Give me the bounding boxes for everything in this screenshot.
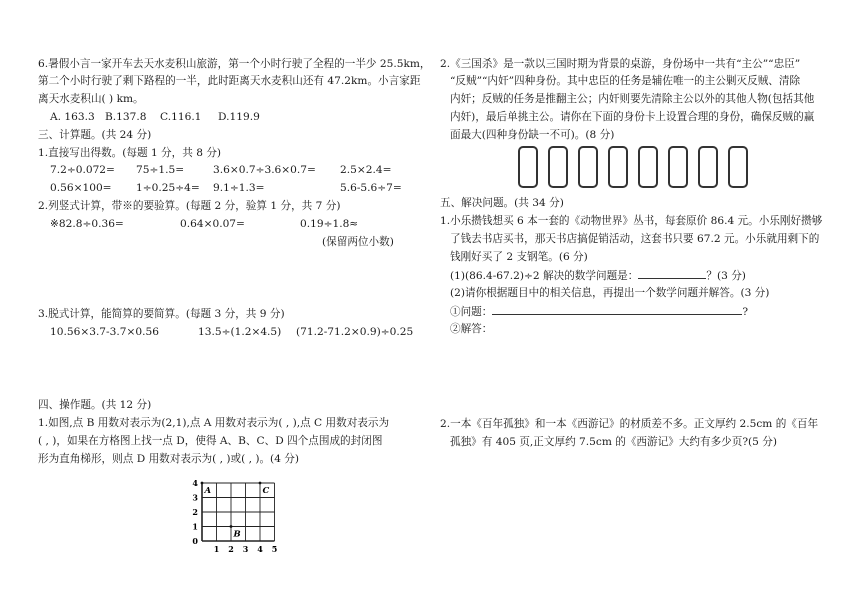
grid-point-a [201,482,204,485]
calc-q3-item: (71.2-71.2×0.9)÷0.25 [296,326,414,338]
grid-points [201,482,270,540]
q6-option-d: D.119.9 [218,111,260,123]
x-tick-label: 4 [257,544,263,554]
question-suffix: ? [742,306,749,318]
identity-card[interactable] [608,146,628,188]
q6-option-b: B.137.8 [105,111,147,123]
calc-q1-item: 0.56×100= [50,182,112,194]
calc-q1-item: 75÷1.5= [136,164,185,176]
q6-option-c: C.116.1 [160,111,202,123]
sanguo-line3: 内奸；反贼的任务是推翻主公；内奸则要先清除主公以外的其他人物(包括其他 [450,93,815,105]
calc-q2-item: ※82.8÷0.36= [50,218,124,230]
solve-q1-line3: 钱刚好买了 2 支钢笔。(6 分) [450,251,588,263]
identity-card[interactable] [728,146,748,188]
question-blank[interactable] [492,303,742,315]
x-tick-label: 1 [213,544,220,554]
y-tick-label: 4 [192,478,198,488]
section-3-title: 三、计算题。(共 24 分) [38,129,152,141]
solve-q1-sub1 [450,267,746,284]
solve-q1-sub2: (2)请你根据题目中的相关信息，再提出一个数学问题并解答。(3 分) [450,287,770,299]
solve-q1-line2: 了钱去书店买书，那天书店搞促销活动，这套书只要 67.2 元。小乐就用剩下的 [450,233,820,245]
op-q1-line3: 形为直角梯形，则点 D 用数对表示为( , )或( , )。(4 分) [38,453,300,465]
section-5-title: 五、解决问题。(共 34 分) [440,197,564,209]
y-tick-label: 3 [192,492,198,503]
y-tick-label: 0 [192,536,198,546]
calc-q2-item: 0.64×0.07= [180,218,245,230]
calc-q3-item: 10.56×3.7-3.7×0.56 [50,326,159,338]
q6-option-a: A. 163.3 [50,111,95,123]
answer-blank[interactable] [638,267,706,279]
identity-card[interactable] [578,146,598,188]
solve-q1-question [450,303,748,320]
question-label: ①问题： [450,306,493,318]
sub1-prefix: (1)(86.4-67.2)÷2 解决的数学问题是： [450,270,639,282]
op-q1-line1: 1.如图,点 B 用数对表示为(2,1),点 A 用数对表示为( , ),点 C 用数对表示为 [38,417,390,429]
sanguo-line2: “反贼”“内奸”四种身份。其中忠臣的任务是辅佐唯一的主公剿灭反贼、清除 [450,75,801,87]
grid-point-label: B [233,529,241,540]
solve-q1-line1: 1.小乐攒钱想买 6 本一套的《动物世界》丛书，每套原价 86.4 元。小乐刚好攒够 [440,215,823,227]
calc-q3-title: 3.脱式计算，能简算的要简算。(每题 3 分，共 9 分) [38,308,285,320]
calc-q1-item: 9.1÷1.3= [213,182,265,194]
calc-q3-item: 13.5÷(1.2×4.5) [198,326,282,338]
calc-q2-title: 2.列竖式计算，带※的要验算。(每题 2 分，验算 1 分，共 7 分) [38,200,341,212]
y-tick-label: 1 [192,521,198,532]
grid-point-b [230,525,233,528]
sanguo-line1: 2.《三国杀》是一款以三国时期为背景的桌游，身份场中一共有“主公”“忠臣” [440,58,801,70]
identity-card[interactable] [548,146,568,188]
sanguo-line5: 面最大(四种身份缺一不可)。(8 分) [450,129,615,141]
solve-q2-line1: 2.一本《百年孤独》和一本《西游记》的材质差不多。正文厚约 2.5cm 的《百年 [440,418,819,430]
solve-q1-answer-label: ②解答： [450,323,493,335]
calc-q1-title: 1.直接写出得数。(每题 1 分，共 8 分) [38,147,222,159]
calc-q2-item: 0.19÷1.8≈ [300,218,359,230]
op-q1-line2: ( , )，如果在方格图上找一点 D，使得 A、B、C、D 四个点围成的封闭图 [38,435,383,447]
calc-q1-item: 1÷0.25÷4= [136,182,200,194]
calc-q1-item: 2.5×2.4= [340,164,392,176]
grid-point-c [259,482,262,485]
section-4-title: 四、操作题。(共 12 分) [38,399,152,411]
identity-card[interactable] [668,146,688,188]
q6-line3: 离天水麦积山( ) km。 [38,93,144,105]
calc-q1-item: 5.6-5.6÷7= [340,182,402,194]
calc-q1-item: 7.2÷0.072= [50,164,115,176]
y-tick-label: 2 [192,507,198,517]
calc-q1-item: 3.6×0.7÷3.6×0.7= [213,164,316,176]
sanguo-line4: 内奸)，最后单挑主公。请你在下面的身份卡上设置合理的身份，确保反贼的赢 [450,111,815,123]
identity-card[interactable] [518,146,538,188]
x-tick-label: 2 [228,544,234,554]
q6-line2: 第二个小时行驶了剩下路程的一半，此时距离天水麦积山还有 47.2km。小言家距 [38,75,421,87]
x-tick-label: 5 [271,544,278,554]
grid-point-label: A [204,486,212,496]
solve-q2-line2: 孤独》有 405 页,正文厚约 7.5cm 的《西游记》大约有多少页?(5 分) [450,436,777,448]
identity-card[interactable] [638,146,658,188]
calc-q2-note: (保留两位小数) [322,236,394,248]
coordinate-grid [190,473,290,563]
identity-card[interactable] [698,146,718,188]
q6-line1: 6.暑假小言一家开车去天水麦积山旅游，第一个小时行驶了全程的一半少 25.5km， [38,58,431,70]
x-tick-label: 3 [242,544,249,554]
sub1-suffix: ？(3 分) [706,270,746,282]
grid-point-label: C [262,486,270,496]
